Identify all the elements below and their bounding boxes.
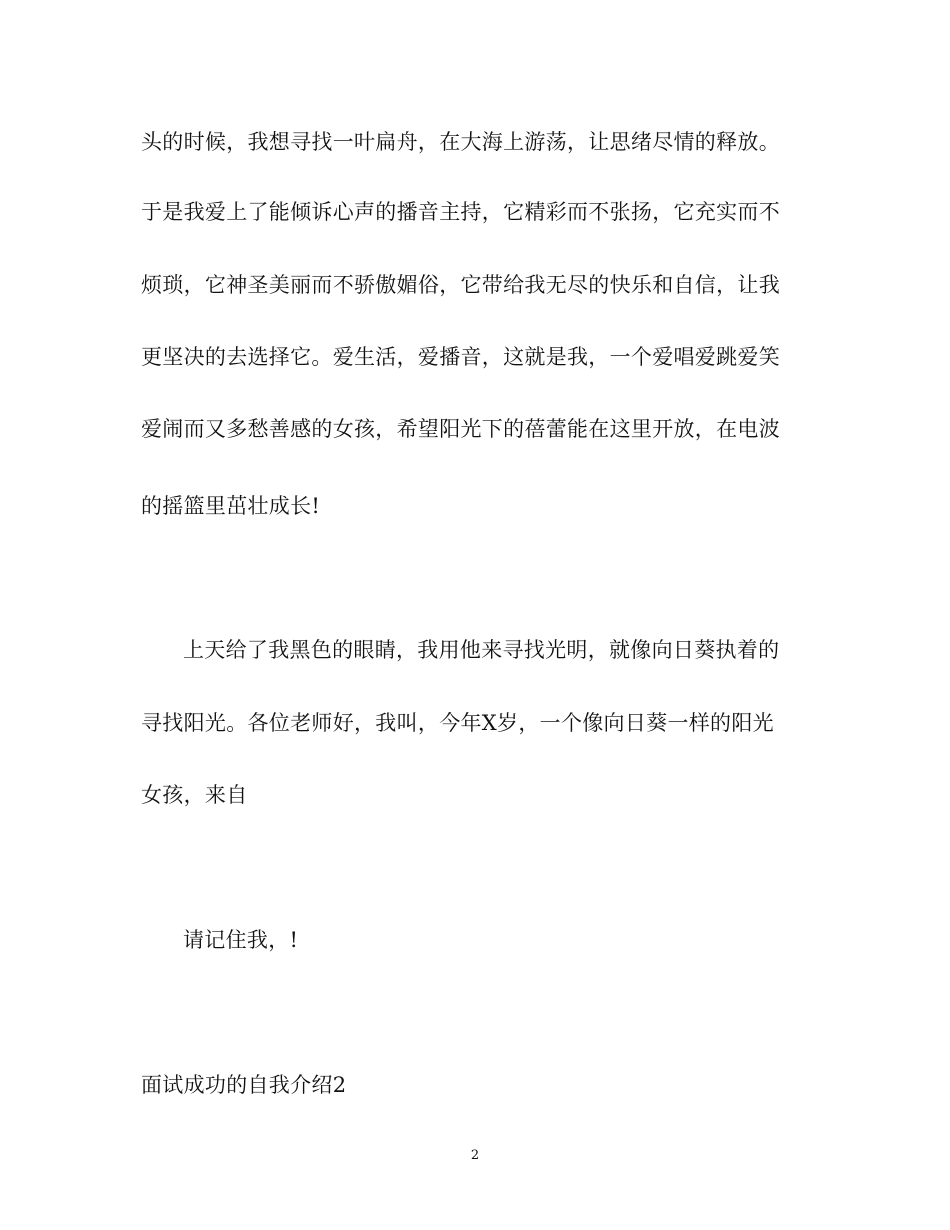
page-number: 2	[470, 1148, 480, 1163]
paragraph-2-line-3: 女孩，来自	[141, 783, 248, 807]
paragraph-3: 请记住我，!	[183, 928, 299, 952]
paragraph-1-line-4: 更坚决的去选择它。爱生活，爱播音，这就是我，一个爱唱爱跳爱笑	[141, 345, 780, 369]
paragraph-1-line-5: 爱闹而又多愁善感的女孩，希望阳光下的蓓蕾能在这里开放，在电波	[141, 417, 780, 441]
section-heading: 面试成功的自我介绍2	[141, 1073, 347, 1097]
paragraph-2-line-2: 寻找阳光。各位老师好，我叫，今年X岁，一个像向日葵一样的阳光	[141, 711, 774, 735]
paragraph-1-line-6: 的摇篮里茁壮成长!	[141, 494, 321, 518]
paragraph-1-line-3: 烦琐，它神圣美丽而不骄傲媚俗，它带给我无尽的快乐和自信，让我	[141, 273, 780, 297]
paragraph-1-line-2: 于是我爱上了能倾诉心声的播音主持，它精彩而不张扬，它充实而不	[141, 200, 780, 224]
paragraph-1-line-1: 头的时候，我想寻找一叶扁舟，在大海上游荡，让思绪尽情的释放。	[141, 130, 780, 154]
paragraph-2-line-1: 上天给了我黑色的眼睛，我用他来寻找光明，就像向日葵执着的	[183, 638, 780, 662]
